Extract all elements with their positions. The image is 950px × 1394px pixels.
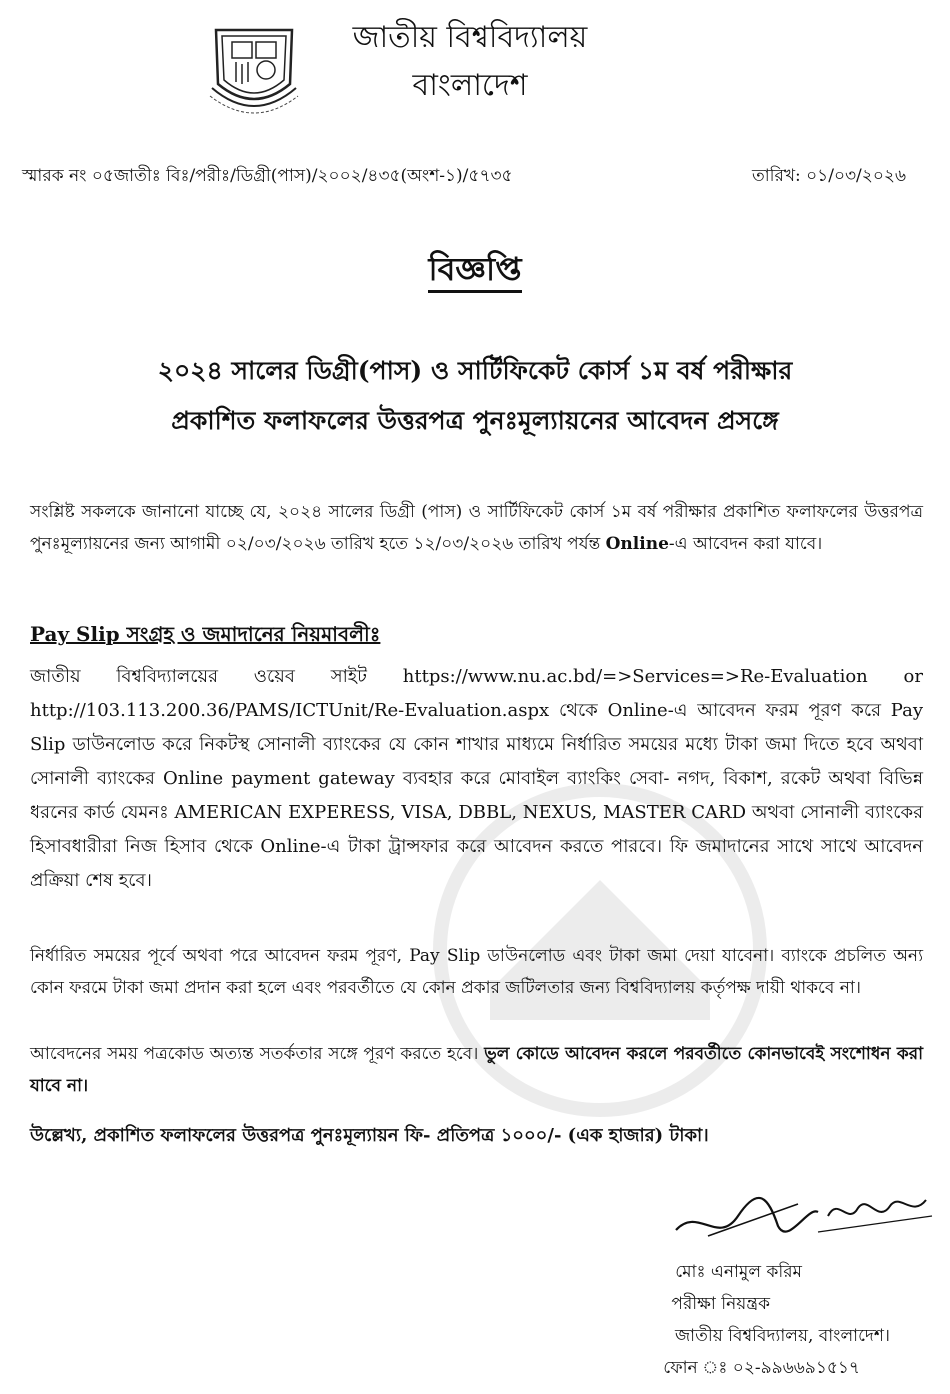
signature-block — [560, 1256, 920, 1384]
caution-paragraph — [30, 1038, 923, 1102]
notice-title: বিজ্ঞপ্তি — [428, 250, 521, 293]
section-heading: Pay Slip সংগ্রহ ও জমাদানের নিয়মাবলীঃ — [30, 622, 381, 646]
signatory-phone: ফোন ঃ ০২-৯৯৬৬৯১৫১৭ — [663, 1358, 860, 1378]
handwritten-signature — [668, 1186, 938, 1256]
intro-text: সংশ্লিষ্ট সকলকে জানানো যাচ্ছে যে, ২০২৪ সালের ডিগ্রী (পাস) ও সার্টিফিকেট কোর্স ১ম বর্ষ পরীক্ষার প্রকাশিত ফলাফলের উত্তরপত্র পুনঃমূল্যায়নের জন্য আগামী ০২/০৩/২০২৬ তারিখ হতে ১২/০৩/২০২৬ তারিখ পর্যন্ত — [30, 502, 923, 554]
intro-paragraph — [30, 496, 923, 560]
signatory-name: মোঃ এনামুল করিম — [675, 1262, 802, 1282]
signatory-designation: পরীক্ষা নিয়ন্ত্রক — [671, 1294, 770, 1314]
caution-text: আবেদনের সময় পত্রকোড অত্যন্ত সতর্কতার সঙ্গে পূরণ করতে হবে। — [30, 1044, 485, 1064]
university-country: বাংলাদেশ — [412, 68, 528, 103]
memo-number: স্মারক নং ০৫জাতীঃ বিঃ/পরীঃ/ডিগ্রী(পাস)/২০০২/৪৩৫(অংশ-১)/৫৭৩৫ — [22, 166, 513, 186]
notice-date: তারিখ: ০১/০৩/২০২৬ — [751, 166, 906, 186]
subject-line-2: প্রকাশিত ফলাফলের উত্তরপত্র পুনঃমূল্যায়নের আবেদন প্রসঙ্গে — [171, 406, 779, 435]
notice-subject — [30, 346, 920, 446]
rules-paragraph: জাতীয় বিশ্ববিদ্যালয়ের ওয়েব সাইট https://www.nu.ac.bd/=>Services=>Re-Evaluation or http://103.113.200.36/PAMS/ICTUnit/Re-Evaluation.aspx থেকে Online-এ আবেদন ফরম পূরণ করে Pay Slip ডাউনলোড করে নিকটস্থ সোনালী ব্যাংকের যে কোন শাখার মাধ্যমে নির্ধারিত সময়ের মধ্যে টাকা জমা দিতে হবে অথবা সোনালী ব্যাংকের Online payment gateway ব্যবহার করে মোবাইল ব্যাংকিং সেবা- নগদ, বিকাশ, রকেট অথবা বিভিন্ন ধরনের কার্ড যেমনঃ AMERICAN EXPERESS, VISA, DBBL, NEXUS, MASTER CARD অথবা সোনালী ব্যাংকের হিসাবধারীরা নিজ হিসাব থেকে Online-এ টাকা ট্রান্সফার করে আবেদন করতে পারবে। ফি জমাদানের সাথে সাথে আবেদন প্রক্রিয়া শেষ হবে। — [30, 666, 923, 891]
caution-bold-text: ভুল কোডে আবেদন করলে পরবর্তীতে কোনভাবেই সংশোধন করা যাবে না। — [30, 1044, 923, 1096]
intro-text-end: -এ আবেদন করা যাবে। — [668, 534, 823, 554]
intro-online-text: Online — [605, 534, 669, 554]
signatory-organization: জাতীয় বিশ্ববিদ্যালয়, বাংলাদেশ। — [674, 1326, 890, 1346]
university-name: জাতীয় বিশ্ববিদ্যালয় — [352, 20, 588, 55]
subject-line-1: ২০২৪ সালের ডিগ্রী(পাস) ও সার্টিফিকেট কোর্স ১ম বর্ষ পরীক্ষার — [157, 356, 793, 385]
university-seal-icon — [206, 22, 302, 116]
warning-paragraph: নির্ধারিত সময়ের পূর্বে অথবা পরে আবেদন ফরম পূরণ, Pay Slip ডাউনলোড এবং টাকা জমা দেয়া যাবেনা। ব্যাংকে প্রচলিত অন্য কোন ফরমে টাকা জমা প্রদান করা হলে এবং পরবর্তীতে যে কোন প্রকার জটিলতার জন্য বিশ্ববিদ্যালয় কর্তৃপক্ষ দায়ী থাকবে না। — [30, 946, 923, 998]
notice-title-wrap — [0, 244, 950, 298]
fee-note: উল্লেখ্য, প্রকাশিত ফলাফলের উত্তরপত্র পুনঃমূল্যায়ন ফি- প্রতিপত্র ১০০০/- (এক হাজার) টাকা। — [30, 1125, 709, 1146]
